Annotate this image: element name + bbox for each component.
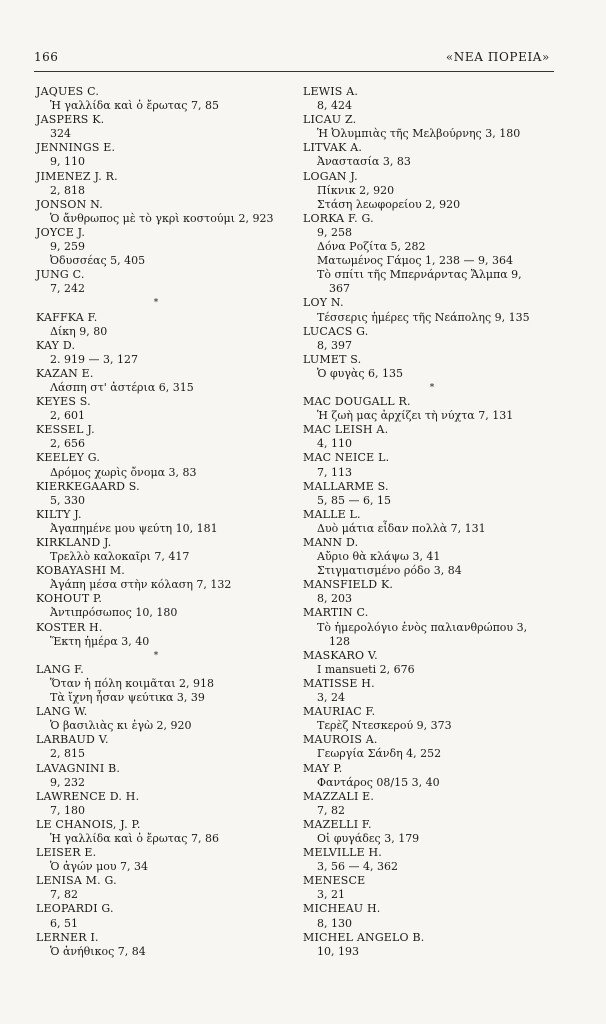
index-entry-reference: Τὸ σπίτι τῆς Μπερνάρντας Ἄλμπα 9, <box>317 268 522 282</box>
index-entry-reference: Δυὸ μάτια εἶδαν πολλὰ 7, 131 <box>317 521 486 535</box>
index-entry-reference: 3, 21 <box>317 888 345 902</box>
index-author-name: KEYES S. <box>36 395 91 409</box>
index-entry-reference: Ὁ ἀνήθικος 7, 84 <box>50 944 146 958</box>
section-separator: * <box>429 382 435 393</box>
index-entry-reference: Ὁ ἄνθρωπος μὲ τὸ γκρὶ κοστούμι 2, 923 <box>50 211 274 225</box>
index-author-name: KOSTER H. <box>36 620 103 634</box>
index-entry-reference: 9, 110 <box>50 155 85 169</box>
index-entry-reference: Τερὲζ Ντεσκερού 9, 373 <box>317 719 452 733</box>
index-entry-reference: Λάσπη στ' ἀστέρια 6, 315 <box>50 380 194 394</box>
index-author-name: MAC DOUGALL R. <box>303 395 411 409</box>
index-entry-reference: Ὀδυσσέας 5, 405 <box>50 254 146 268</box>
index-entry-reference: Ὁ φυγὰς 6, 135 <box>317 366 403 380</box>
index-author-name: JUNG C. <box>36 268 85 282</box>
index-author-name: LE CHANOIS, J. P. <box>36 817 141 831</box>
index-author-name: LOGAN J. <box>303 169 358 183</box>
index-entry-reference: 8, 203 <box>317 592 352 606</box>
index-author-name: MELVILLE H. <box>303 846 383 860</box>
index-entry-reference: 4, 110 <box>317 437 352 451</box>
index-author-name: MASKARO V. <box>303 648 378 662</box>
index-entry-reference: Αὔριο θὰ κλάψω 3, 41 <box>317 550 441 564</box>
index-entry-reference: 10, 193 <box>317 944 359 958</box>
index-author-name: MATISSE H. <box>303 676 375 690</box>
page-header <box>34 50 550 68</box>
index-entry-reference: Ἡ γαλλίδα καὶ ὁ ἔρωτας 7, 86 <box>50 831 219 845</box>
index-entry-reference: 3, 24 <box>317 691 345 705</box>
index-entry-reference: 3, 56 — 4, 362 <box>317 860 398 874</box>
index-entry-reference: Ἀγάπη μέσα στὴν κόλαση 7, 132 <box>50 578 232 592</box>
index-entry-reference: Ὅταν ἡ πόλη κοιμᾶται 2, 918 <box>50 676 214 690</box>
index-entry-reference: 2, 601 <box>50 409 85 423</box>
index-entry-reference: 7, 180 <box>50 803 85 817</box>
index-entry-reference: Ὁ βασιλιὰς κι ἐγὼ 2, 920 <box>50 719 192 733</box>
index-author-name: LICAU Z. <box>303 113 357 127</box>
index-entry-reference: 7, 82 <box>50 888 78 902</box>
index-entry-reference: 324 <box>50 127 71 141</box>
index-author-name: LENISA M. G. <box>36 874 117 888</box>
index-author-name: MICHEAU H. <box>303 902 381 916</box>
index-entry-reference: Ἀγαπημένε μου ψεύτη 10, 181 <box>50 521 218 535</box>
index-author-name: LOY N. <box>303 296 344 310</box>
index-author-name: KILTY J. <box>36 507 82 521</box>
index-entry-reference: Ἀναστασία 3, 83 <box>317 155 411 169</box>
index-author-name: LORKA F. G. <box>303 211 374 225</box>
index-entry-reference: 9, 232 <box>50 775 85 789</box>
index-author-name: LUCACS G. <box>303 324 369 338</box>
index-author-name: KOHOUT P. <box>36 592 103 606</box>
index-author-name: KEELEY G. <box>36 451 101 465</box>
index-entry-continuation: 128 <box>329 634 350 648</box>
index-entry-reference: 8, 130 <box>317 916 352 930</box>
index-author-name: MAZELLI F. <box>303 817 372 831</box>
index-entry-reference: Πίκνικ 2, 920 <box>317 183 395 197</box>
index-entry-reference: 7, 82 <box>317 803 345 817</box>
index-entry-reference: Φαντάρος 08/15 3, 40 <box>317 775 440 789</box>
index-entry-reference: 8, 397 <box>317 338 352 352</box>
index-entry-reference: 2, 818 <box>50 183 85 197</box>
index-entry-reference: Τὸ ἡμερολόγιο ἑνὸς παλιανθρώπου 3, <box>317 620 528 634</box>
index-author-name: KIERKEGAARD S. <box>36 479 140 493</box>
index-author-name: LITVAK A. <box>303 141 363 155</box>
header-rule <box>34 71 554 72</box>
index-author-name: MANN D. <box>303 536 359 549</box>
index-author-name: MAURIAC F. <box>303 705 376 719</box>
index-entry-reference: Ἕκτη ἡμέρα 3, 40 <box>50 634 150 648</box>
index-entry-reference: Ἡ γαλλίδα καὶ ὁ ἔρωτας 7, 85 <box>50 99 219 113</box>
index-author-name: LARBAUD V. <box>36 733 109 747</box>
index-author-name: LEISER E. <box>36 846 97 860</box>
journal-title: «ΝΕΑ ΠΟΡΕΙΑ» <box>445 50 550 64</box>
index-author-name: LEWIS A. <box>303 85 359 98</box>
index-entry-reference: 9, 258 <box>317 225 352 239</box>
index-entry-reference: 5, 330 <box>50 493 85 507</box>
index-author-name: KESSEL J. <box>36 423 95 437</box>
index-author-name: MAZZALI E. <box>303 789 375 803</box>
index-author-name: MAC NEICE L. <box>303 451 390 465</box>
index-entry-reference: Ἡ ζωὴ μας ἀρχίζει τὴ νύχτα 7, 131 <box>317 409 514 423</box>
index-entry-reference: Ἡ Ὀλυμπιὰς τῆς Μελβούρνης 3, 180 <box>317 127 521 141</box>
index-entry-reference: Ὁ ἀγών μου 7, 34 <box>50 860 149 874</box>
index-entry-reference: 8, 424 <box>317 99 352 113</box>
index-entry-reference: Ματωμένος Γάμος 1, 238 — 9, 364 <box>317 254 514 268</box>
index-entry-reference: Γεωργία Σάνδη 4, 252 <box>317 747 442 761</box>
index-entry-reference: Τρελλὸ καλοκαῖρι 7, 417 <box>50 550 190 564</box>
index-author-name: JIMENEZ J. R. <box>36 169 118 183</box>
index-entry-reference: 5, 85 — 6, 15 <box>317 493 391 507</box>
index-entry-reference: Δόνα Ροζίτα 5, 282 <box>317 240 426 254</box>
index-entry-reference: Δρόμος χωρὶς ὄνομα 3, 83 <box>50 465 197 479</box>
index-entry-reference: 2, 656 <box>50 437 85 451</box>
index-entry-continuation: 367 <box>329 282 350 296</box>
index-author-name: KOBAYASHI M. <box>36 564 126 578</box>
index-author-name: MENESCE <box>303 874 366 888</box>
index-entry-reference: Στάση λεωφορείου 2, 920 <box>317 197 461 211</box>
page-number: 166 <box>34 50 59 64</box>
index-author-name: KAFFKA F. <box>36 310 98 324</box>
index-author-name: MAY P. <box>303 761 343 775</box>
index-author-name: LANG F. <box>36 662 84 676</box>
index-author-name: MAC LEISH A. <box>303 423 389 437</box>
index-entry-reference: 9, 259 <box>50 240 85 254</box>
index-author-name: MARTIN C. <box>303 606 369 620</box>
index-entry-reference: 2. 919 — 3, 127 <box>50 352 138 366</box>
index-author-name: MICHEL ANGELO B. <box>303 930 425 944</box>
index-author-name: LAWRENCE D. H. <box>36 789 140 803</box>
index-author-name: MANSFIELD K. <box>303 578 394 592</box>
index-author-name: KIRKLAND J. <box>36 536 112 549</box>
index-entry-reference: 7, 113 <box>317 465 352 479</box>
index-author-name: JOYCE J. <box>36 225 86 239</box>
index-author-name: LERNER I. <box>36 930 99 944</box>
index-entry-reference: 7, 242 <box>50 282 85 296</box>
index-entry-reference: 2, 815 <box>50 747 85 761</box>
index-entry-reference: Ἀντιπρόσωπος 10, 180 <box>50 606 178 620</box>
index-author-name: LUMET S. <box>303 352 362 366</box>
index-author-name: KAY D. <box>36 338 76 352</box>
index-entry-reference: I mansueti 2, 676 <box>317 662 415 676</box>
index-author-name: JASPERS K. <box>36 113 105 127</box>
index-entry-reference: Δίκη 9, 80 <box>50 324 108 338</box>
index-entry-reference: Τὰ ἴχνη ἦσαν ψεύτικα 3, 39 <box>50 691 205 705</box>
index-entry-reference: Στιγματισμένο ρόδο 3, 84 <box>317 564 462 578</box>
index-author-name: JONSON N. <box>36 197 103 211</box>
index-author-name: MALLE L. <box>303 507 361 521</box>
index-entry-reference: 6, 51 <box>50 916 78 930</box>
index-author-name: KAZAN E. <box>36 366 94 380</box>
index-author-name: JAQUES C. <box>36 85 100 98</box>
index-author-name: LANG W. <box>36 705 88 719</box>
index-author-name: LEOPARDI G. <box>36 902 114 916</box>
index-column-left <box>36 85 276 959</box>
index-column-right <box>303 85 561 959</box>
index-entry-reference: Τέσσερις ἡμέρες τῆς Νεάπολης 9, 135 <box>317 310 530 324</box>
section-separator: * <box>153 298 159 309</box>
index-author-name: JENNINGS E. <box>36 141 116 155</box>
index-author-name: MAUROIS A. <box>303 733 378 747</box>
index-author-name: MALLARME S. <box>303 479 389 493</box>
index-author-name: LAVAGNINI B. <box>36 761 121 775</box>
section-separator: * <box>153 650 159 661</box>
index-entry-reference: Οἱ φυγάδες 3, 179 <box>317 831 420 845</box>
